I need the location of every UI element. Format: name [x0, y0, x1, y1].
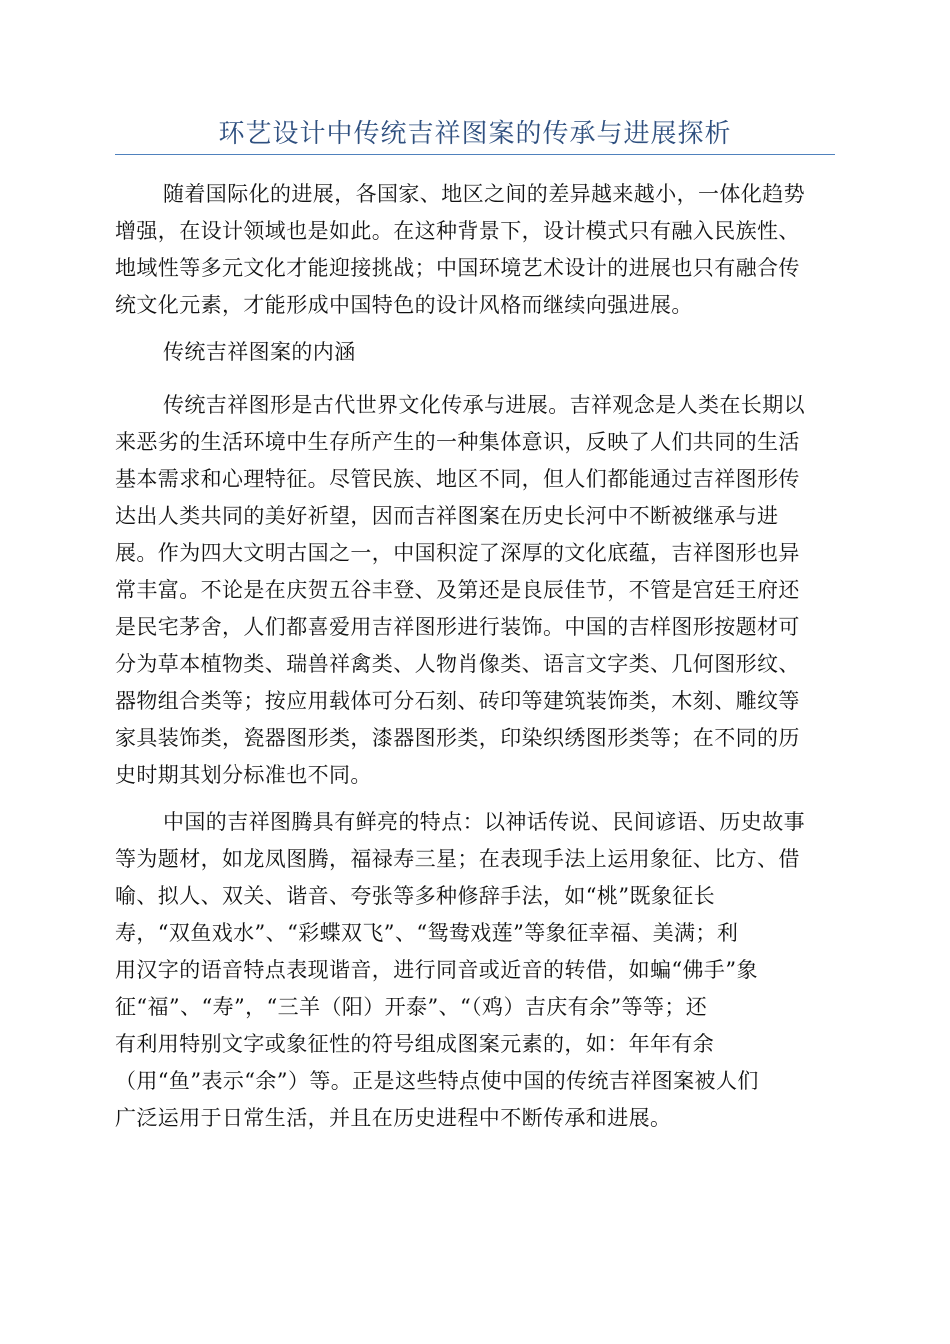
text-line: 常丰富。不论是在庆贺五谷丰登、及第还是良辰佳节，不管是宫廷王府还	[115, 578, 800, 602]
section-heading	[115, 334, 835, 371]
text-line: 中国的吉祥图腾具有鲜亮的特点：以神话传说、民间谚语、历史故事	[163, 810, 805, 834]
paragraph-intro	[115, 176, 835, 324]
text-line: 喻、拟人、双关、谐音、夸张等多种修辞手法，如“桃”既象征长	[115, 884, 716, 908]
text-line: 达出人类共同的美好祈望，因而吉祥图案在历史长河中不断被继承与进	[115, 504, 779, 528]
title-underline	[115, 154, 835, 155]
text-line: 地域性等多元文化才能迎接挑战；中国环境艺术设计的进展也只有融合传	[115, 256, 800, 280]
text-line: 史时期其划分标准也不同。	[115, 763, 372, 787]
text-line: 来恶劣的生活环境中生存所产生的一种集体意识，反映了人们共同的生活	[115, 430, 800, 454]
text-line: 传统吉祥图形是古代世界文化传承与进展。吉祥观念是人类在长期以	[163, 393, 805, 417]
text-line: 寿，“双鱼戏水”、“彩蝶双飞”、“鸳鸯戏莲”等象征幸福、美满；利	[115, 921, 739, 945]
paragraph-features	[115, 804, 835, 1137]
text-line: 展。作为四大文明古国之一，中国积淀了深厚的文化底蕴，吉祥图形也异	[115, 541, 800, 565]
text-line: 随着国际化的进展，各国家、地区之间的差异越来越小，一体化趋势	[163, 182, 805, 206]
text-line: 家具装饰类，瓷器图形类，漆器图形类，印染织绣图形类等；在不同的历	[115, 726, 800, 750]
text-line: 等为题材，如龙凤图腾，福禄寿三星；在表现手法上运用象征、比方、借	[115, 847, 800, 871]
text-line: 广泛运用于日常生活，并且在历史进程中不断传承和进展。	[115, 1106, 672, 1130]
text-line: 征“福”、“寿”，“三羊（阳）开泰”、“（鸡）吉庆有余”等等；还	[115, 995, 708, 1019]
paragraph-connotation	[115, 387, 835, 794]
text-line: 有利用特别文字或象征性的符号组成图案元素的，如：年年有余	[115, 1032, 715, 1056]
text-line: 统文化元素，才能形成中国特色的设计风格而继续向强进展。	[115, 293, 693, 317]
text-line: 用汉字的语音特点表现谐音，进行同音或近音的转借，如蝙“佛手”象	[115, 958, 758, 982]
text-line: 基本需求和心理特征。尽管民族、地区不同，但人们都能通过吉祥图形传	[115, 467, 800, 491]
document-title: 环艺设计中传统吉祥图案的传承与进展探析	[218, 119, 732, 149]
text-line: （用“鱼”表示“余”）等。正是这些特点使中国的传统吉祥图案被人们	[115, 1069, 759, 1093]
text-line: 是民宅茅舍，人们都喜爱用吉祥图形进行装饰。中国的吉样图形按题材可	[115, 615, 800, 639]
text-line: 器物组合类等；按应用载体可分石刻、砖印等建筑装饰类，木刻、雕纹等	[115, 689, 800, 713]
text-line: 增强，在设计领域也是如此。在这种背景下，设计模式只有融入民族性、	[115, 219, 800, 243]
document-body	[115, 176, 835, 1147]
text-line: 分为草本植物类、瑞兽祥禽类、人物肖像类、语言文字类、几何图形纹、	[115, 652, 800, 676]
text-line: 传统吉祥图案的内涵	[163, 340, 356, 364]
